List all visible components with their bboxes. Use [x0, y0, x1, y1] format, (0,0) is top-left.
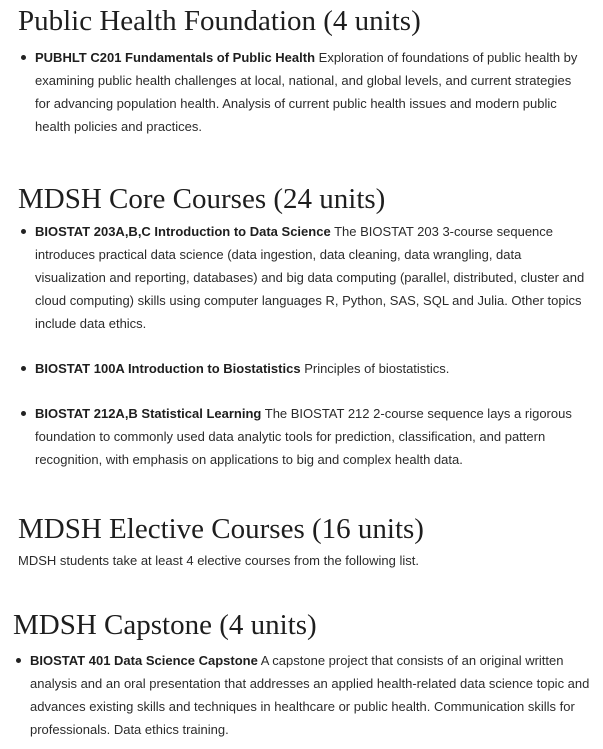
elective-note: MDSH students take at least 4 elective courses from the following list. — [18, 553, 420, 568]
course-item-biostat-401 — [30, 649, 590, 741]
course-title: BIOSTAT 401 Data Science Capstone — [30, 653, 258, 668]
course-title: BIOSTAT 212A,B Statistical Learning — [35, 406, 262, 421]
course-description: Principles of biostatistics. — [304, 361, 450, 376]
course-title: PUBHLT C201 Fundamentals of Public Health — [35, 50, 316, 65]
section-heading-foundation: Public Health Foundation (4 units) — [18, 5, 421, 37]
course-list-core — [35, 220, 590, 471]
bullet-dot-icon — [21, 366, 26, 371]
course-description: Exploration of foundations of public health by examining public health challenges at local, national, and global levels, and current strategies for advancing population health. Analysis of current public health issues and modern public health policies and practices. — [35, 50, 578, 134]
bullet-dot-icon — [21, 229, 26, 234]
course-item-biostat-212 — [35, 402, 590, 471]
bullet-dot-icon — [21, 55, 26, 60]
section-heading-elective: MDSH Elective Courses (16 units) — [18, 513, 424, 545]
course-item-biostat-100a — [35, 357, 590, 380]
course-description: A capstone project that consists of an original written analysis and an oral presentation that addresses an applied health-related data science topic and advances existing skills and techniques in healthcare or public health. Communication skills for professionals. Data ethics training. — [30, 653, 590, 737]
course-description: The BIOSTAT 203 3-course sequence introduces practical data science (data ingestion, data cleaning, data wrangling, data visualization and reporting, databases) and big data computing (parallel, distributed, cluster and cloud computing) skills using computer languages R, Python, SAS, SQL and Julia. Other topics include data ethics. — [35, 224, 585, 331]
section-elective-courses — [0, 512, 603, 568]
bullet-dot-icon — [16, 658, 21, 663]
course-title: BIOSTAT 203A,B,C Introduction to Data Science — [35, 224, 331, 239]
course-list-capstone — [30, 649, 590, 741]
course-title: BIOSTAT 100A Introduction to Biostatistics — [35, 361, 301, 376]
section-heading-capstone: MDSH Capstone (4 units) — [13, 609, 317, 641]
section-public-health-foundation — [0, 4, 603, 134]
bullet-dot-icon — [21, 411, 26, 416]
section-capstone — [0, 608, 603, 737]
course-list-foundation — [35, 46, 585, 138]
section-core-courses — [0, 182, 603, 467]
course-item-biostat-203 — [35, 220, 590, 335]
course-description: The BIOSTAT 212 2-course sequence lays a rigorous foundation to commonly used data analytic tools for prediction, classification, and pattern recognition, with emphasis on applications to big and complex health data. — [35, 406, 572, 467]
course-item-pubhlt-c201 — [35, 46, 585, 138]
section-heading-core: MDSH Core Courses (24 units) — [18, 183, 386, 215]
